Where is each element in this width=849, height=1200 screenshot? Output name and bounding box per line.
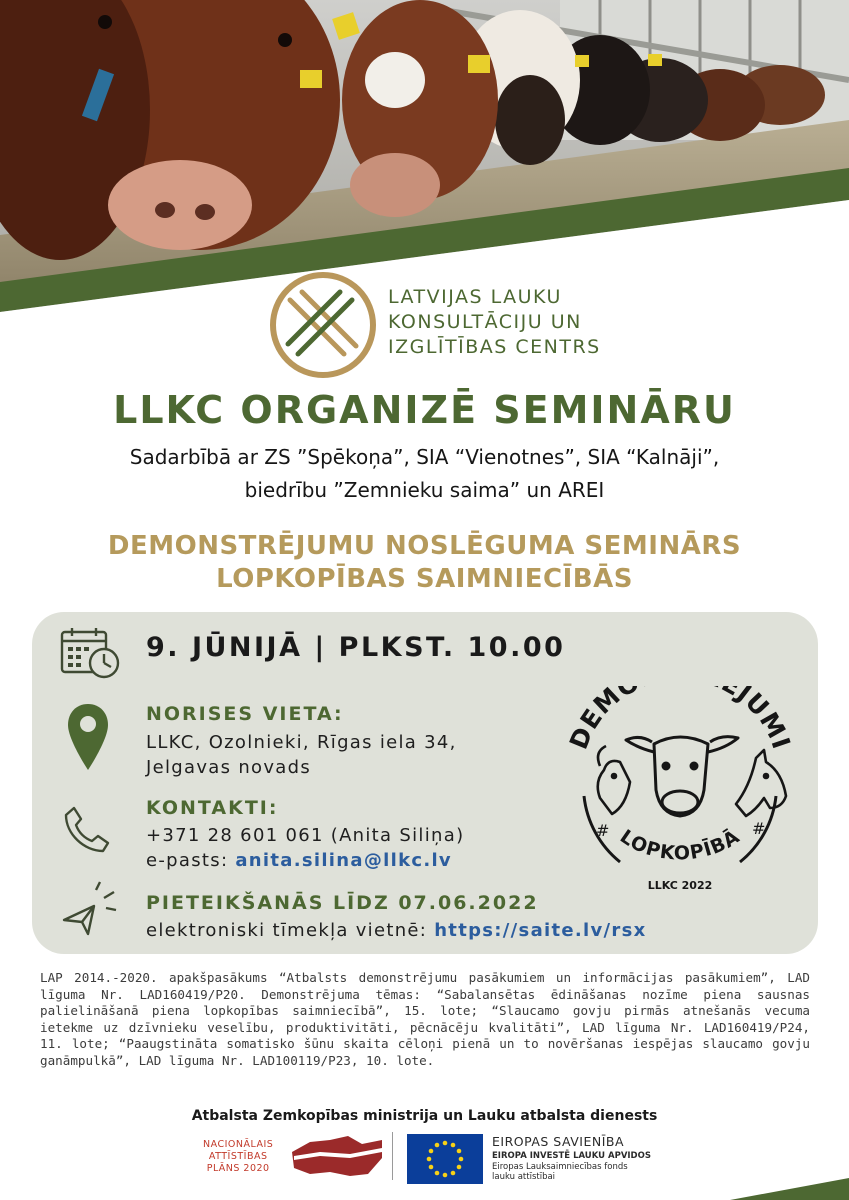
event-title-line: LOPKOPĪBAS SAIMNIECĪBĀS	[216, 564, 633, 594]
registration-line	[146, 918, 647, 944]
legal-text: LAP 2014.-2020. apakšpasākums “Atbalsts demonstrējumu pasākumiem un informācijas pasākumiem”, LAD līguma Nr. LAD160419/P20. Demonstrējuma tēmas: “Sabalansētas ēdināšanas nozīme piena sausnas palielināšanā piena lopkopības saimniecībā”, 15. lote; “Slaucamo govju pirmās atnešanās vecuma ietekme uz dzīvnieku veselību, produktivitāti, pēcnācēju kvalitāti”, LAD līguma Nr. LAD160419/P24, 11. lote; “Paaugstināta somatisko šūnu skaita cēloņi pienā un to novēršanas iespējas slaucamo govju ganāmpulkā”, LAD līguma Nr. LAD100119/P23, 10. lote.	[40, 970, 810, 1068]
contacts-label: KONTAKTI:	[146, 797, 279, 819]
stamp-year: LLKC 2022	[647, 879, 713, 892]
nap-logo-text	[203, 1139, 273, 1175]
eu-subtitle	[492, 1151, 651, 1183]
svg-text:#: #	[596, 821, 610, 840]
email-prefix: e-pasts:	[146, 850, 236, 871]
svg-text:#: #	[752, 819, 766, 838]
location-line-2: Jelgavas novads	[146, 757, 312, 778]
eu-line: Eiropas Lauksaimniecības fonds	[492, 1161, 628, 1172]
location-label: NORISES VIETA:	[146, 703, 344, 725]
page-title: LLKC ORGANIZĒ SEMINĀRU	[113, 388, 736, 432]
location-line-1: LLKC, Ozolnieki, Rīgas iela 34,	[146, 732, 457, 753]
email-link[interactable]: anita.silina@llkc.lv	[235, 850, 452, 871]
organization-name	[388, 285, 601, 360]
organization-name-line: IZGLĪTĪBAS CENTRS	[388, 336, 601, 358]
latvia-flag-icon	[290, 1134, 386, 1182]
registration-prefix: elektroniski tīmekļa vietnē:	[146, 920, 435, 941]
eu-flag-icon	[407, 1134, 483, 1188]
phone-icon	[62, 804, 112, 858]
location-pin-icon	[66, 702, 110, 776]
organization-name-line: LATVIJAS LAUKU	[388, 286, 562, 308]
calendar-clock-icon	[60, 627, 122, 685]
nap-line: NACIONĀLAIS	[203, 1139, 274, 1150]
stamp-top-text: DEM JUMI	[563, 686, 797, 754]
registration-link[interactable]: https://saite.lv/rsx	[434, 920, 647, 941]
footer-divider	[392, 1132, 393, 1180]
partners-line: biedrību ”Zemnieku saima” un AREI	[244, 478, 605, 502]
demonstrejumi-stamp	[560, 686, 800, 906]
organization-name-line: KONSULTĀCIJU UN	[388, 311, 582, 333]
hero-photo	[0, 0, 849, 312]
svg-text:LOPKOPĪBĀ	[616, 825, 744, 865]
event-date-time: 9. JŪNIJĀ | PLKST. 10.00	[146, 632, 566, 663]
llkc-logo	[268, 270, 378, 380]
nap-line: PLĀNS 2020	[206, 1163, 270, 1174]
partners-text	[0, 441, 849, 507]
event-title-line: DEMONSTRĒJUMU NOSLĒGUMA SEMINĀRS	[107, 531, 742, 561]
contact-email-line	[146, 848, 452, 874]
registration-label: PIETEIKŠANĀS LĪDZ 07.06.2022	[146, 892, 539, 914]
stamp-bottom-text: LOPKOPĪBĀ	[615, 825, 745, 865]
partners-line: Sadarbībā ar ZS ”Spēkoņa”, SIA “Vienotnes”, SIA “Kalnāji”,	[129, 445, 720, 469]
nap-line: ATTĪSTĪBAS	[208, 1151, 268, 1162]
eu-title: EIROPAS SAVIENĪBA	[492, 1134, 625, 1149]
contact-phone: +371 28 601 061 (Anita Siliņa)	[146, 825, 465, 846]
megaphone-icon	[60, 880, 118, 942]
event-title	[0, 530, 849, 596]
eu-line: lauku attīstībai	[492, 1172, 556, 1182]
support-line: Atbalsta Zemkopības ministrija un Lauku atbalsta dienests	[191, 1108, 658, 1124]
eu-line: EIROPA INVESTĒ LAUKU APVIDOS	[492, 1151, 651, 1161]
svg-text:DEMONSTRĒJUMI	[564, 686, 796, 753]
